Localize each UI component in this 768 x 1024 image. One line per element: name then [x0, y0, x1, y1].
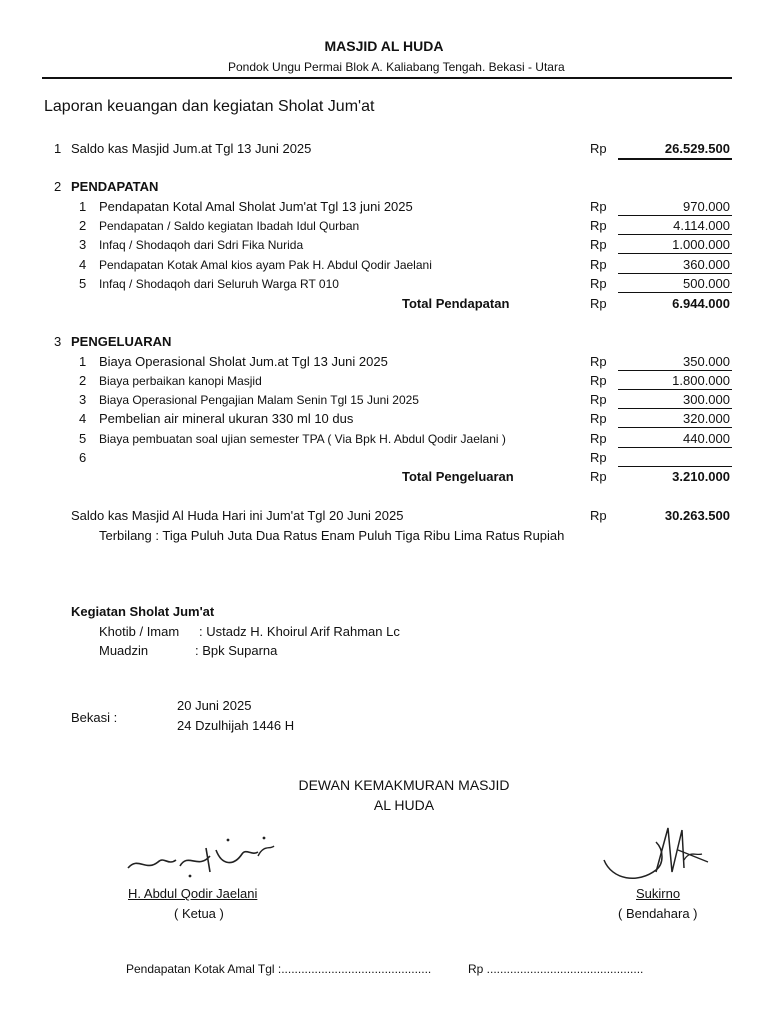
expense-row-rule — [618, 427, 732, 428]
expense-row-currency: Rp — [590, 450, 607, 465]
expense-row-label: Biaya pembuatan soal ujian semester TPA ( Via Bpk H. Abdul Qodir Jaelani ) — [99, 432, 506, 446]
closing-amount: 30.263.500 — [664, 508, 730, 523]
closing-currency: Rp — [590, 508, 607, 523]
opening-amount: 26.529.500 — [664, 141, 730, 156]
expense-row-amount: 300.000 — [683, 392, 730, 407]
council-line2: AL HUDA — [373, 797, 435, 813]
header-divider — [42, 77, 732, 79]
income-row-label: Pendapatan Kotal Amal Sholat Jum'at Tgl 13 juni 2025 — [99, 199, 413, 214]
expense-row-label: Pembelian air mineral ukuran 330 ml 10 dus — [99, 411, 354, 426]
treasurer-role: ( Bendahara ) — [618, 906, 698, 921]
income-row-rule — [618, 273, 732, 274]
income-row-amount: 1.000.000 — [672, 237, 730, 252]
expense-row-rule — [618, 408, 732, 409]
expense-row-no: 4 — [79, 411, 87, 426]
date-gregorian: 20 Juni 2025 — [177, 698, 252, 713]
income-row-label: Infaq / Shodaqoh dari Sdri Fika Nurida — [99, 238, 304, 252]
income-row-amount: 970.000 — [683, 199, 730, 214]
income-row-label: Infaq / Shodaqoh dari Seluruh Warga RT 010 — [99, 277, 339, 291]
mosque-title: MASJID AL HUDA — [324, 38, 444, 54]
expense-row-rule — [618, 389, 732, 390]
income-row-amount: 360.000 — [683, 257, 730, 272]
expense-row-currency: Rp — [590, 354, 607, 369]
muadzin-label: Muadzin — [99, 643, 149, 658]
mosque-address: Pondok Ungu Permai Blok A. Kaliabang Tengah. Bekasi - Utara — [228, 60, 565, 74]
opening-label: Saldo kas Masjid Jum.at Tgl 13 Juni 2025 — [71, 141, 312, 156]
expense-heading: PENGELUARAN — [71, 334, 172, 349]
income-row-label: Pendapatan Kotak Amal kios ayam Pak H. Abdul Qodir Jaelani — [99, 258, 432, 272]
income-row-rule — [618, 215, 732, 216]
income-total-label: Total Pendapatan — [402, 296, 510, 311]
khotib-value: : Ustadz H. Khoirul Arif Rahman Lc — [199, 624, 400, 639]
income-row-currency: Rp — [590, 276, 607, 291]
expense-total-label: Total Pengeluaran — [402, 469, 514, 484]
income-row-label: Pendapatan / Saldo kegiatan Ibadah Idul Qurban — [99, 219, 360, 233]
income-row-rule — [618, 253, 732, 254]
expense-row-label: Biaya perbaikan kanopi Masjid — [99, 374, 262, 388]
income-row-no: 4 — [79, 257, 87, 272]
expense-row-no: 6 — [79, 450, 87, 465]
expense-row-amount: 440.000 — [683, 431, 730, 446]
khotib-label: Khotib / Imam — [99, 624, 180, 639]
footer-rp: Rp ............................................... — [468, 962, 644, 976]
chair-name: H. Abdul Qodir Jaelani — [128, 886, 258, 901]
expense-row-currency: Rp — [590, 392, 607, 407]
place-label: Bekasi : — [71, 710, 118, 725]
expense-row-rule — [618, 447, 732, 448]
treasurer-name: Sukirno — [636, 886, 681, 901]
expense-total-currency: Rp — [590, 469, 607, 484]
expense-row-label: Biaya Operasional Pengajian Malam Senin Tgl 15 Juni 2025 — [99, 393, 419, 407]
chair-signature — [118, 826, 288, 886]
income-no: 2 — [54, 179, 62, 194]
income-row-currency: Rp — [590, 237, 607, 252]
opening-no: 1 — [54, 141, 62, 156]
income-row-currency: Rp — [590, 199, 607, 214]
expense-row-amount: 320.000 — [683, 411, 730, 426]
expense-row-rule — [618, 370, 732, 371]
income-row-rule — [618, 234, 732, 235]
income-row-rule — [618, 292, 732, 293]
expense-row-label: Biaya Operasional Sholat Jum.at Tgl 13 Juni 2025 — [99, 354, 388, 369]
income-row-amount: 4.114.000 — [673, 218, 730, 233]
expense-row-no: 1 — [79, 354, 87, 369]
footer-kotak-amal: Pendapatan Kotak Amal Tgl :............................................. — [126, 962, 432, 976]
expense-row-currency: Rp — [590, 431, 607, 446]
income-total-currency: Rp — [590, 296, 607, 311]
expense-row-currency: Rp — [590, 411, 607, 426]
expense-no: 3 — [54, 334, 62, 349]
expense-row-amount: 1.800.000 — [672, 373, 730, 388]
opening-currency: Rp — [590, 141, 607, 156]
income-row-no: 3 — [79, 237, 87, 252]
income-row-no: 1 — [79, 199, 87, 214]
closing-label: Saldo kas Masjid Al Huda Hari ini Jum'at Tgl 20 Juni 2025 — [71, 508, 404, 523]
treasurer-signature — [598, 820, 718, 890]
expense-row-currency: Rp — [590, 373, 607, 388]
income-row-currency: Rp — [590, 257, 607, 272]
expense-row-rule — [618, 466, 732, 467]
expense-row-no: 5 — [79, 431, 87, 446]
income-total-amount: 6.944.000 — [672, 296, 730, 311]
income-row-no: 5 — [79, 276, 87, 291]
expense-row-no: 2 — [79, 373, 87, 388]
expense-row-amount: 350.000 — [683, 354, 730, 369]
expense-row-no: 3 — [79, 392, 87, 407]
income-heading: PENDAPATAN — [71, 179, 159, 194]
closing-in-words: Terbilang : Tiga Puluh Juta Dua Ratus Enam Puluh Tiga Ribu Lima Ratus Rupiah — [99, 528, 565, 543]
income-row-no: 2 — [79, 218, 87, 233]
muadzin-value: : Bpk Suparna — [195, 643, 278, 658]
activity-heading: Kegiatan Sholat Jum'at — [71, 604, 215, 619]
council-line1: DEWAN KEMAKMURAN MASJID — [298, 777, 510, 793]
report-title: Laporan keuangan dan kegiatan Sholat Jum'at — [44, 98, 375, 115]
opening-rule — [618, 158, 732, 160]
date-hijri: 24 Dzulhijah 1446 H — [177, 718, 295, 733]
chair-role: ( Ketua ) — [174, 906, 224, 921]
income-row-amount: 500.000 — [683, 276, 730, 291]
expense-total-amount: 3.210.000 — [672, 469, 730, 484]
income-row-currency: Rp — [590, 218, 607, 233]
